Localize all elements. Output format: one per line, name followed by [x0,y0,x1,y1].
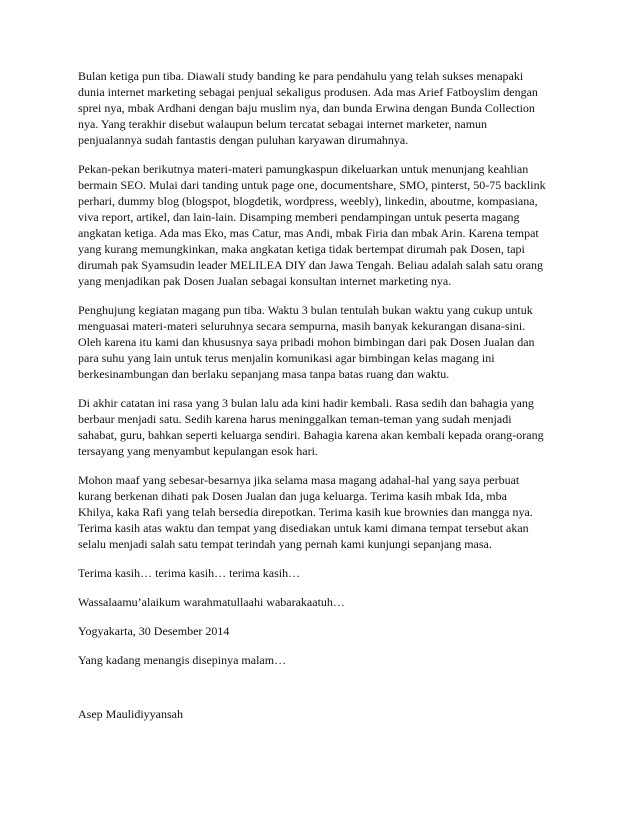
document-page [78,68,558,735]
text-line: Mohon maaf yang sebesar-besarnya jika selama masa magang adahal-hal yang saya perbuat [78,473,520,487]
text-line: Khilya, kaka Rafi yang telah bersedia direpotkan. Terima kasih kue brownies dan mangga nya. [78,505,533,519]
author-name: Asep Maulidiyyansah [78,707,183,721]
text-line: para suhu yang lain untuk terus menjalin komunikasi agar bimbingan kelas magang ini [78,351,495,365]
text-line: kurang berkenan dihati pak Dosen Jualan dan juga keluarga. Terima kasih mbak Ida, mba [78,489,507,503]
text-line: Terima kasih… terima kasih… terima kasih… [78,566,301,580]
thanks-line [78,565,558,581]
text-line: Bulan ketiga pun tiba. Diawali study banding ke para pendahulu yang telah sukses menapaki [78,69,524,83]
text-line: sahabat, guru, bahkan seperti keluarga sendiri. Bahagia karena akan kembali kepada orang-orang [78,428,544,442]
text-line: nya. Yang terakhir disebut walaupun belum tercatat sebagai internet marketer, namun [78,117,488,131]
text-line: tersayang yang menyambut kepulangan esok hari. [78,444,318,458]
text-line: Pekan-pekan berikutnya materi-materi pamungkaspun dikeluarkan untuk menunjang keahlian [78,162,529,176]
text-line: dirumah pak Syamsudin leader MELILEA DIY dan Jawa Tengah. Beliau adalah salah satu orang [78,258,544,272]
text-line: yang kurang memungkinkan, maka angkatan ketiga tidak bertempat dirumah pak Dosen, tapi [78,242,525,256]
text-line: bermain SEO. Mulai dari tanding untuk page one, documentshare, SMO, pinterst, 50-75 backlink [78,178,546,192]
text-line: angkatan ketiga. Ada mas Eko, mas Catur, mas Andi, mbak Firia dan mbak Arin. Karena tempat [78,226,539,240]
paragraph-4 [78,395,558,459]
text-line: Di akhir catatan ini rasa yang 3 bulan lalu ada kini hadir kembali. Rasa sedih dan bahagia yang [78,396,534,410]
text-line: menguasai materi-materi seluruhnya secara sempurna, masih banyak kekurangan disana-sini. [78,319,526,333]
text-line: Terima kasih atas waktu dan tempat yang disediakan untuk kami dimana tempat tersebut akan [78,521,529,535]
paragraph-1 [78,68,558,148]
text-line: Yang kadang menangis disepinya malam… [78,653,287,667]
text-line: Penghujung kegiatan magang pun tiba. Waktu 3 bulan tentulah bukan waktu yang cukup untuk [78,303,533,317]
paragraph-2 [78,161,558,289]
text-line: selalu menjadi salah satu tempat terindah yang pernah kami kunjungi sepanjang masa. [78,537,492,551]
place-date [78,623,558,639]
text-line: viva report, artikel, dan lain-lain. Disamping memberi pendampingan untuk peserta magang [78,210,520,224]
closing-remark [78,652,558,668]
text-line: berbaur menjadi satu. Sedih karena harus meninggalkan teman-teman yang sudah menjadi [78,412,512,426]
paragraph-3 [78,302,558,382]
closing-salutation [78,594,558,610]
text-line: Yogyakarta, 30 Desember 2014 [78,624,230,638]
text-line: dunia internet marketing sebagai penjual sekaligus produsen. Ada mas Arief Fatboyslim dengan [78,85,538,99]
text-line: yang menjadikan pak Dosen Jualan sebagai konsultan internet marketing nya. [78,274,452,288]
text-line: Oleh karena itu kami dan khususnya saya pribadi mohon bimbingan dari pak Dosen Jualan dan [78,335,535,349]
signature-name [78,706,558,722]
text-line: berkesinambungan dan berlaku sepanjang masa tanpa batas ruang dan waktu. [78,367,450,381]
text-line: penjualannya sudah fantastis dengan puluhan karyawan dirumahnya. [78,133,409,147]
text-line: sprei nya, mbak Ardhani dengan baju muslim nya, dan bunda Erwina dengan Bunda Collection [78,101,535,115]
text-line: perhari, dummy blog (blogspot, blogdetik, wordpress, weebly), linkedin, aboutme, kompasiana, [78,194,538,208]
text-line: Wassalaamu’alaikum warahmatullaahi wabarakaatuh… [78,595,345,609]
paragraph-5 [78,472,558,552]
